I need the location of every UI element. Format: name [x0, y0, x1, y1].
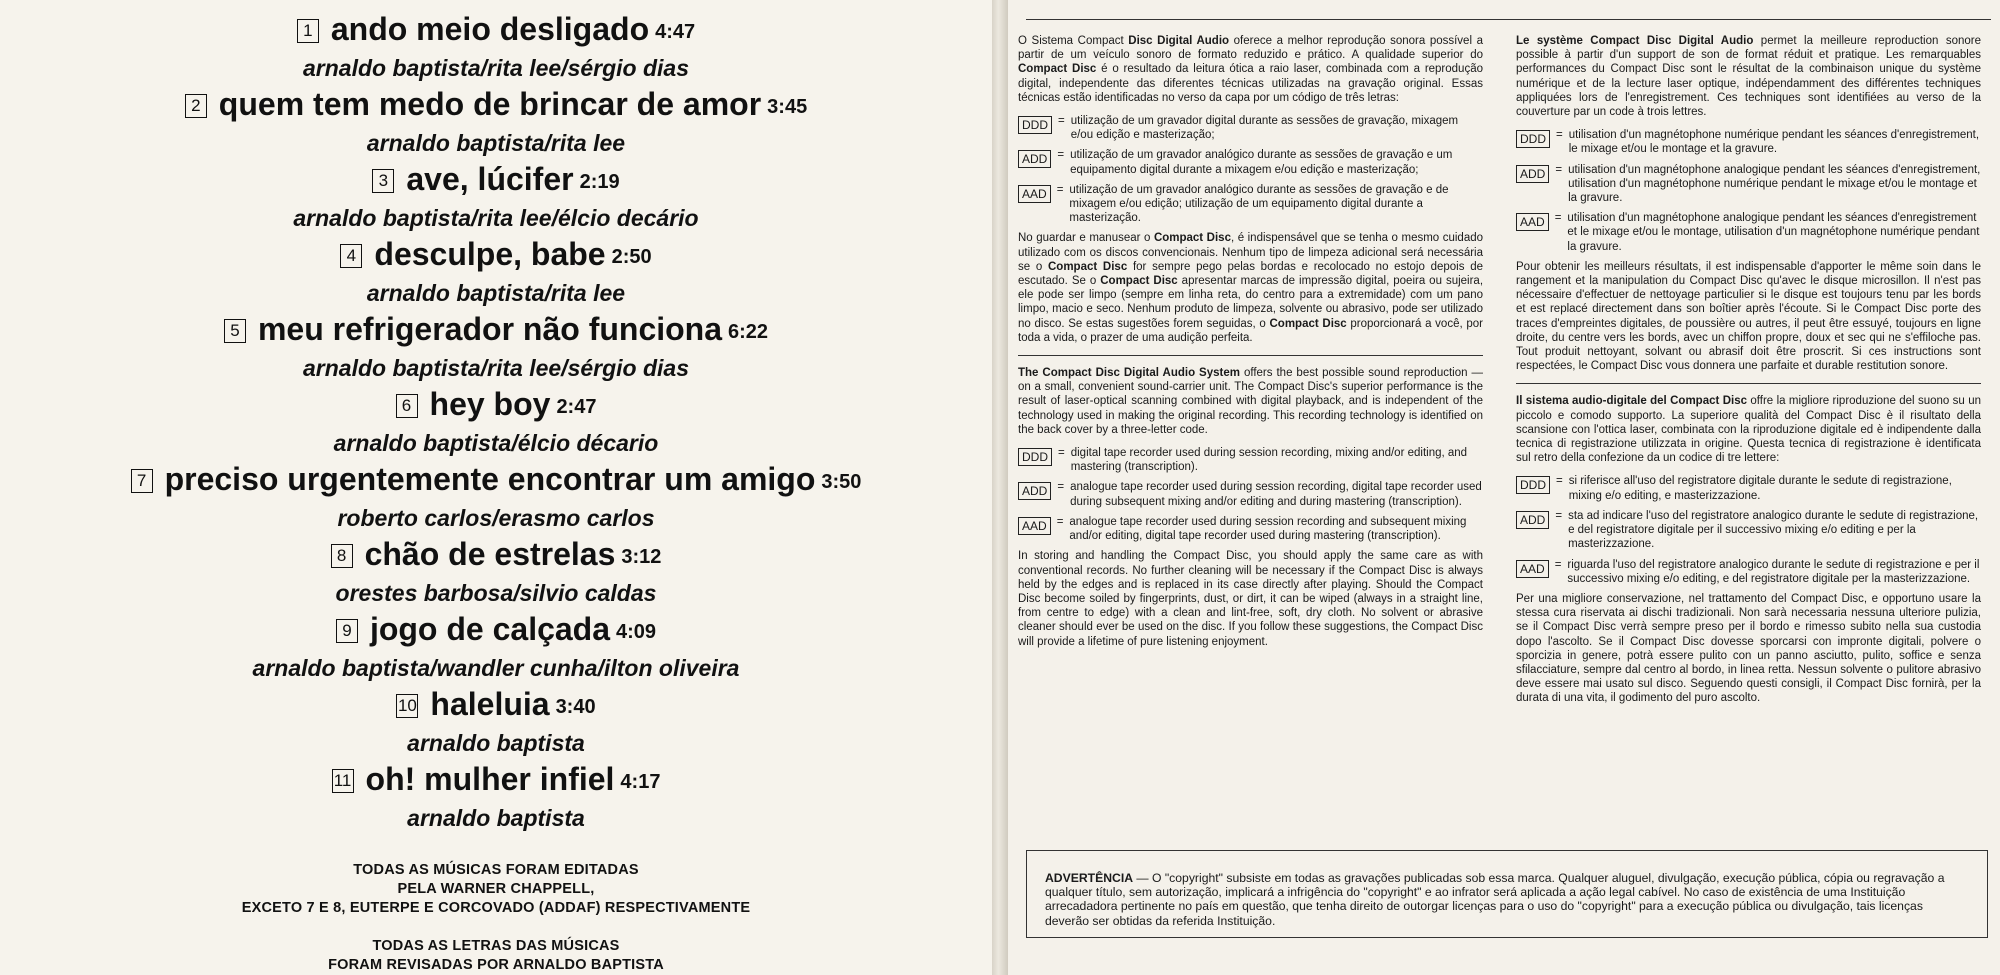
fr-intro: Le système Compact Disc Digital Audio permet la meilleure reproduction sonore possible à partir d'un support de son de format réduit et pratique. Les remarquables performances du Compact Disc sont le résultat de la combinaison unique du système numérique et de la lecture laser optique, indépendamment des différentes techniques appliquées lors de l'enregistrement. Ces techniques sont identifiées au verso de la couverture par un code à trois lettres. — [1516, 35, 1981, 119]
tracklist — [0, 0, 992, 835]
en-intro: The Compact Disc Digital Audio System offers the best possible sound reproduction — on a small, convenient sound-carrier unit. The Compact Disc's superior performance is the result of laser-optical scanning combined with digital playback, and is independent of the technology used in making the original recording. This recording technology is identified on the back cover by a three-letter code. — [1018, 367, 1483, 436]
track-title: haleluia — [430, 686, 550, 722]
note-line: EXCETO 7 E 8, EUTERPE E CORCOVADO (ADDAF) RESPECTIVAMENTE — [241, 900, 751, 916]
track-duration: 3:45 — [767, 96, 808, 118]
track-number: 6 — [396, 394, 418, 418]
equals-sign: = — [1057, 481, 1065, 494]
section-rule — [1018, 355, 1483, 356]
track-item — [0, 460, 992, 535]
track-duration: 2:47 — [556, 396, 597, 418]
track-duration: 3:50 — [821, 471, 862, 493]
track-item — [0, 10, 992, 85]
track-title-line — [0, 460, 992, 501]
fr-code-list — [1516, 128, 1981, 254]
track-number: 2 — [185, 94, 207, 118]
track-duration: 2:50 — [611, 246, 652, 268]
code-description: riguarda l'uso del registratore analogico durante le sedute di registrazione e per il successivo mixing e/o editing, e del registratore digitale per la masterizzazione. — [1567, 558, 1980, 585]
track-number: 11 — [332, 769, 354, 793]
track-number: 5 — [224, 319, 246, 343]
track-number: 1 — [297, 19, 319, 43]
it-care: Per una migliore conservazione, nel trattamento del Compact Disc, e opportuno usare la stessa cura riservata ai dischi tradizionali. Non sarà necessaria nessuna ulteriore pulizia, se il Compact Disc verrà sempre preso per il bordo e rimesso subito nella sua custodia dopo l'ascolto. Se il Compact Disc dovesse sporcarsi con impronte digitali, polvere o sporcizia in genere, potrà essere pulito con un panno asciutto, pulito, soffice e senza sfilacciature, sempre dal centro al bordo, in linea retta. Nessun solvente o pulitore abrasivo deve essere mai usato sul disco. Seguendo questi consigli, il Compact Disc fornirà, per la durata di una vita, il godimento del puro ascolto. — [1516, 592, 1981, 705]
code-description: si riferisce all'uso del registratore digitale durante le sedute di registrazione, mixing e/o editing, e masterizzazione. — [1568, 475, 1952, 502]
track-title-line — [0, 685, 992, 726]
code-row — [1018, 515, 1483, 543]
code-badge: AAD — [1516, 560, 1549, 578]
code-badge: AAD — [1516, 213, 1549, 231]
equals-sign: = — [1555, 163, 1563, 176]
code-description: utilisation d'un magnétophone analogique pendant les séances d'enregistrement, utilisation d'un magnétophone numérique pendant le mixage et/ou le montage et la gravure. — [1568, 163, 1981, 205]
publishing-notes — [0, 861, 992, 975]
track-duration: 4:17 — [620, 771, 661, 793]
top-rule — [1026, 19, 1991, 20]
track-number: 8 — [331, 544, 353, 568]
track-title-line — [0, 10, 992, 51]
code-description: utilisation d'un magnétophone numérique pendant les séances d'enregistrement, le mixage et/ou le montage et la gravure. — [1568, 129, 1980, 156]
track-title: ando meio desligado — [330, 11, 650, 47]
pt-care: No guardar e manusear o Compact Disc, é indispensável que se tenha o mesmo cuidado utilizado com os discos convencionais. Nenhum tipo de limpeza adicional será necessária se o Compact Disc for sempre pego pelas bordas e recolocado no estojo depois de escutado. Se o Compact Disc apresentar marcas de impressão digital, poeira ou sujeira, ele pode ser limpo (sempre em linha reta, do centro para a extremidade) com um pano limpo, macio e seco. Nenhum produto de limpeza, solvente ou abrasivo, pode ser utilizado no disco. Se estas sugestões forem seguidas, o Compact Disc proporcionará a você, por toda a vida, o prazer de uma audição perfeita. — [1018, 232, 1484, 344]
equals-sign: = — [1556, 475, 1563, 488]
equals-sign: = — [1555, 509, 1563, 522]
info-column-right — [1516, 34, 1981, 708]
note-line: TODAS AS MÚSICAS FORAM EDITADAS — [353, 862, 639, 878]
track-credit: orestes barbosa/silvio caldas — [335, 580, 657, 606]
equals-sign: = — [1057, 149, 1065, 162]
code-row — [1516, 211, 1981, 254]
track-item — [0, 235, 992, 310]
track-credit: arnaldo baptista/rita lee — [366, 280, 626, 306]
track-title: chão de estrelas — [364, 536, 616, 572]
code-badge: ADD — [1516, 511, 1549, 529]
code-description: utilização de um gravador analógico durante as sessões de gravação e de mixagem e/ou edição; utilização de um equipamento digital durante a masterização. — [1069, 183, 1449, 225]
track-title: oh! mulher infiel — [365, 761, 615, 797]
track-credit: arnaldo baptista/élcio décario — [333, 430, 659, 456]
code-row — [1516, 128, 1981, 156]
track-title-line — [0, 160, 992, 201]
code-row — [1516, 509, 1981, 552]
code-badge: AAD — [1018, 185, 1051, 203]
pt-code-list — [1018, 114, 1483, 225]
track-credit: arnaldo baptista — [407, 730, 585, 756]
track-duration: 4:47 — [655, 21, 696, 43]
tracklist-panel — [0, 0, 992, 975]
track-number: 3 — [372, 169, 394, 193]
track-title-line — [0, 235, 992, 276]
track-number: 9 — [336, 619, 358, 643]
code-badge: AAD — [1018, 517, 1051, 535]
equals-sign: = — [1554, 558, 1562, 571]
cd-info-panel — [1008, 0, 2000, 975]
code-description: analogue tape recorder used during session recording and subsequent mixing and/or editing, digital tape recorder used during mastering (transcription). — [1069, 515, 1467, 543]
warning-label: ADVERTÊNCIA — [1045, 871, 1134, 885]
track-item — [0, 160, 992, 235]
equals-sign: = — [1056, 515, 1064, 528]
track-item — [0, 85, 992, 160]
track-title: jogo de calçada — [369, 611, 611, 647]
code-badge: DDD — [1018, 448, 1052, 466]
track-title-line — [0, 310, 992, 351]
pt-intro: O Sistema Compact Disc Digital Audio oferece a melhor reprodução sonora possível a partir de um veículo sonoro de formato reduzido e prático. A qualidade superior do Compact Disc é o resultado da leitura ótica a raio laser, combinada com a reprodução digital, independente das diferentes técnicas utilizadas na gravação original. Essas técnicas estão identificadas no verso da capa por um código de três letras: — [1018, 35, 1483, 104]
equals-sign: = — [1056, 183, 1064, 196]
booklet-fold — [992, 0, 1008, 975]
code-description: utilisation d'un magnétophone analogique pendant les séances d'enregistrement et le mixage et/ou le montage, utilisation d'un magnétophone numérique pendant la gravure. — [1567, 212, 1980, 253]
it-intro: Il sistema audio-digitale del Compact Disc offre la migliore riproduzione del suono su un piccolo e comodo supporto. La superiore qualità del Compact Disc è il risultato della scansione con l'ottica laser, combinata con la riproduzione digitale ed è indipendente dalla tecnica di registrazione utilizzata in origine. Questa tecnica di registrazione è identificata sul retro della confezione da un codice di tre lettere: — [1516, 395, 1981, 465]
code-row — [1018, 480, 1483, 508]
track-duration: 3:12 — [621, 546, 662, 568]
code-description: digital tape recorder used during session recording, mixing and/or editing, and mastering (transcription). — [1070, 447, 1468, 474]
track-credit: roberto carlos/erasmo carlos — [337, 505, 655, 531]
en-code-list — [1018, 446, 1483, 543]
code-badge: ADD — [1018, 150, 1051, 168]
code-badge: DDD — [1516, 130, 1550, 148]
code-badge: DDD — [1516, 476, 1550, 494]
track-title-line — [0, 610, 992, 651]
track-item — [0, 760, 992, 835]
track-title: hey boy — [429, 386, 551, 422]
track-credit: arnaldo baptista/wandler cunha/ilton oliveira — [252, 655, 740, 681]
code-description: utilização de um gravador analógico durante as sessões de gravação e um equipamento digital durante a mixagem e/ou edição e masterização; — [1070, 149, 1453, 176]
equals-sign: = — [1554, 212, 1562, 225]
code-description: analogue tape recorder used during session recording, digital tape recorder used during subsequent mixing and/or editing and during mastering (transcription). — [1070, 481, 1482, 508]
warning-text: — O "copyright" subsiste em todas as gravações publicadas sob essa marca. Qualquer aluguel, divulgação, execução pública, cópia ou regravação a qualquer título, sem autorização, implicará a infrigência do "copyright" e ao infrator será aplicada a ação legal cabível. No caso de existência de uma Instituição arrecadadora pertinente no país em questão, que tenha direito de outorgar licenças para o uso do "copyright" para a execução pública ou divulgação, tais licenças deverão ser obtidas da referida Instituição. — [1045, 871, 1945, 928]
track-duration: 2:19 — [579, 171, 620, 193]
track-duration: 3:40 — [555, 696, 596, 718]
track-title-line — [0, 535, 992, 576]
copyright-warning — [1026, 850, 1988, 938]
track-item — [0, 535, 992, 610]
fr-care: Pour obtenir les meilleurs résultats, il est indispensable d'apporter le même soin dans le rangement et la manipulation du Compact Disc qu'avec le disque microsillon. Il n'est pas nécessaire d'effectuer de nettoyage particulier si le disque est toujours tenu par les bords et est replacé directement dans son boîtier après l'écoute. Si le Compact Disc porte des traces d'empreintes digitales, de poussière ou autres, il peut être essuyé, toujours en ligne droite, du centre vers les bords, avec un chiffon propre, doux et sec qui ne s'effiloche pas. Tout produit nettoyant, solvant ou abrasif doit être proscrit. Si ces instructions sont respectées, le Compact Disc vous donnera une parfaite et durable restitution sonore. — [1516, 260, 1981, 373]
track-credit: arnaldo baptista/rita lee/élcio decário — [293, 205, 699, 231]
track-item — [0, 310, 992, 385]
track-title-line — [0, 760, 992, 801]
note-line: TODAS AS LETRAS DAS MÚSICAS — [372, 938, 620, 954]
code-badge: ADD — [1018, 482, 1051, 500]
track-title: meu refrigerador não funciona — [257, 311, 723, 347]
track-number: 7 — [131, 469, 153, 493]
track-credit: arnaldo baptista/rita lee/sérgio dias — [302, 355, 689, 381]
track-number: 10 — [396, 694, 418, 718]
note-line: FORAM REVISADAS POR ARNALDO BAPTISTA — [328, 957, 664, 973]
track-number: 4 — [340, 244, 362, 268]
code-row — [1018, 183, 1483, 226]
equals-sign: = — [1556, 129, 1563, 142]
code-row — [1018, 148, 1483, 176]
track-credit: arnaldo baptista/rita lee — [366, 130, 626, 156]
track-credit: arnaldo baptista — [407, 805, 585, 831]
equals-sign: = — [1058, 447, 1065, 460]
code-row — [1018, 114, 1483, 142]
code-row — [1516, 558, 1981, 586]
info-column-left — [1018, 34, 1483, 651]
track-title-line — [0, 385, 992, 426]
track-duration: 6:22 — [728, 321, 769, 343]
code-description: utilização de um gravador digital durante as sessões de gravação, mixagem e/ou edição e masterização; — [1070, 115, 1459, 142]
track-item — [0, 610, 992, 685]
code-badge: ADD — [1516, 165, 1549, 183]
track-title-line — [0, 85, 992, 126]
track-title: desculpe, babe — [374, 236, 606, 272]
track-item — [0, 385, 992, 460]
it-code-list — [1516, 474, 1981, 585]
track-item — [0, 685, 992, 760]
track-title: preciso urgentemente encontrar um amigo — [164, 461, 816, 497]
code-badge: DDD — [1018, 116, 1052, 134]
note-line: PELA WARNER CHAPPELL, — [397, 881, 595, 897]
code-row — [1018, 446, 1483, 474]
track-duration: 4:09 — [616, 621, 657, 643]
track-title: quem tem medo de brincar de amor — [218, 86, 762, 122]
track-credit: arnaldo baptista/rita lee/sérgio dias — [302, 55, 689, 81]
section-rule — [1516, 383, 1981, 384]
code-description: sta ad indicare l'uso del registratore analogico durante le sedute di registrazione, e del registratore digitale per il successivo mixing e/o editing e per la masterizzazione. — [1568, 509, 1979, 551]
equals-sign: = — [1058, 115, 1065, 128]
code-row — [1516, 163, 1981, 206]
en-care: In storing and handling the Compact Disc, you should apply the same care as with conventional records. No further cleaning will be necessary if the Compact Disc is always held by the edges and is replaced in its case directly after playing. Should the Compact Disc become soiled by fingerprints, dust, or dirt, it can be wiped (always in a straight line, from centre to edge) with a clean and lint-free, soft, dry cloth. No solvent or abrasive cleaner should ever be used on the disc. If you follow these suggestions, the Compact Disc will provide a lifetime of pure listening enjoyment. — [1018, 550, 1483, 648]
track-title: ave, lúcifer — [406, 161, 574, 197]
code-row — [1516, 474, 1981, 502]
